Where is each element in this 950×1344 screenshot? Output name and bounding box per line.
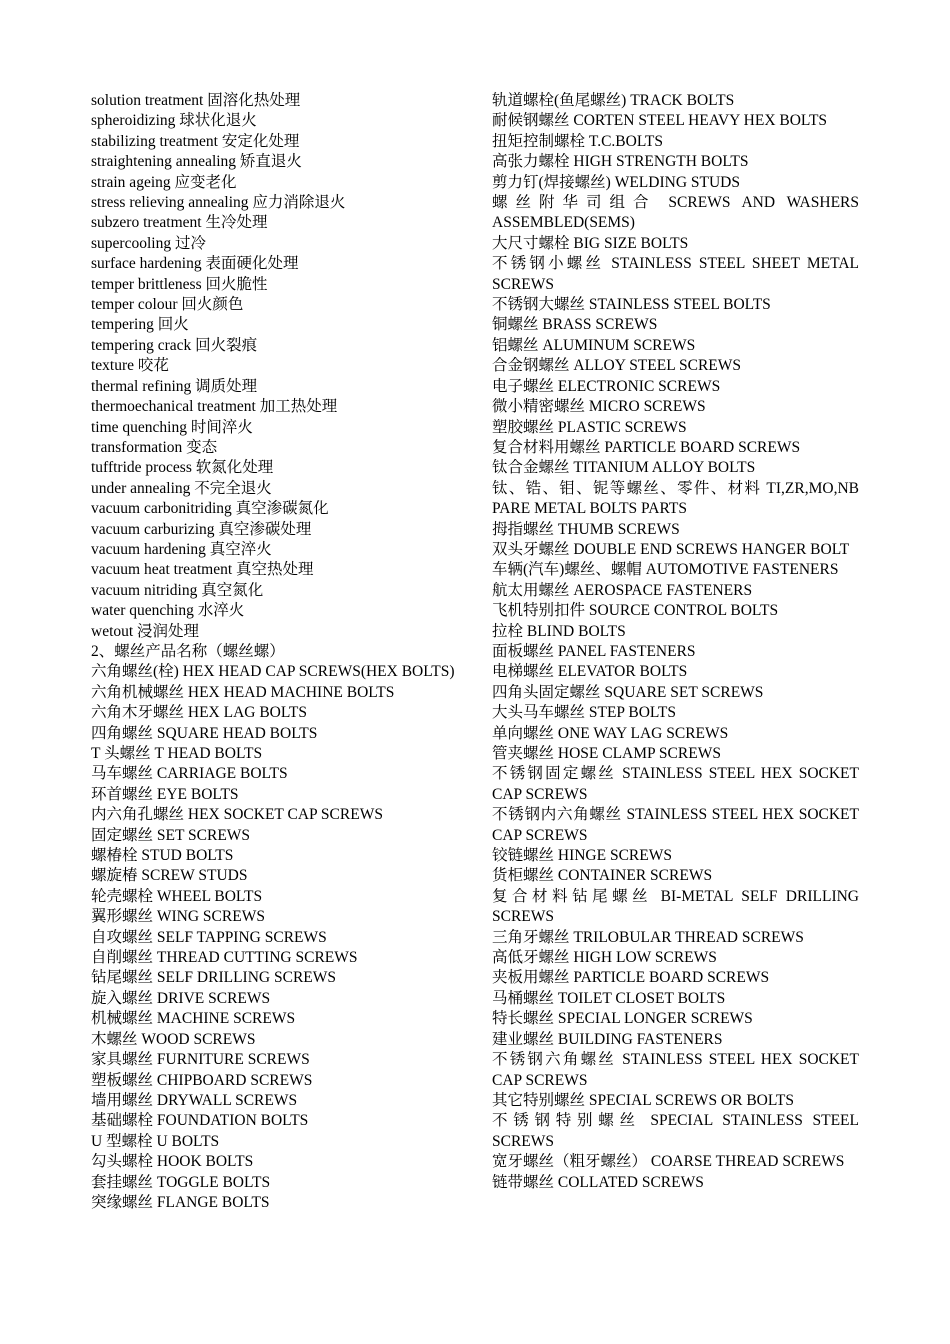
glossary-entry: 突缘螺丝 FLANGE BOLTS: [91, 1193, 270, 1211]
glossary-entry: transformation 变态: [91, 438, 218, 456]
glossary-entry: solution treatment 固溶化热处理: [91, 92, 301, 109]
glossary-entry: 勾头螺栓 HOOK BOLTS: [91, 1153, 254, 1171]
glossary-entry: 四角螺丝 SQUARE HEAD BOLTS: [91, 724, 318, 742]
glossary-entry: 塑板螺丝 CHIPBOARD SCREWS: [91, 1071, 313, 1089]
glossary-entry: 建业螺丝 BUILDING FASTENERS: [492, 1030, 723, 1048]
glossary-entry: 扭矩控制螺栓 T.C.BOLTS: [492, 132, 663, 150]
glossary-entry: 轮壳螺栓 WHEEL BOLTS: [91, 887, 263, 905]
glossary-entry: stress relieving annealing 应力消除退火: [91, 194, 346, 212]
glossary-entry: 拉栓 BLIND BOLTS: [492, 622, 626, 640]
glossary-entry: time quenching 时间淬火: [91, 418, 253, 436]
glossary-entry: 钻尾螺丝 SELF DRILLING SCREWS: [91, 969, 336, 987]
glossary-entry: temper colour 回火颜色: [91, 296, 244, 314]
glossary-entry: tempering 回火: [91, 316, 189, 334]
glossary-entry: 六角机械螺丝 HEX HEAD MACHINE BOLTS: [91, 683, 395, 701]
glossary-entry: 微小精密螺丝 MICRO SCREWS: [492, 398, 706, 416]
glossary-entry: 家具螺丝 FURNITURE SCREWS: [91, 1051, 310, 1069]
glossary-entry: U 型螺栓 U BOLTS: [91, 1132, 220, 1150]
glossary-entry: tempering crack 回火裂痕: [91, 336, 258, 354]
glossary-entry: 其它特别螺丝 SPECIAL SCREWS OR BOLTS: [492, 1091, 795, 1109]
glossary-entry: 飞机特别扣件 SOURCE CONTROL BOLTS: [492, 602, 779, 620]
glossary-entry: 高低牙螺丝 HIGH LOW SCREWS: [492, 949, 717, 967]
glossary-entry: subzero treatment 生冷处理: [91, 214, 268, 232]
glossary-entry: 双头牙螺丝 DOUBLE END SCREWS HANGER BOLT: [492, 540, 850, 558]
glossary-entry: 四角头固定螺丝 SQUARE SET SCREWS: [492, 683, 764, 701]
glossary-entry: 剪力钉(焊接螺丝) WELDING STUDS: [492, 173, 740, 191]
glossary-entry: 墙用螺丝 DRYWALL SCREWS: [91, 1091, 298, 1109]
glossary-entry: 固定螺丝 SET SCREWS: [91, 826, 251, 844]
glossary-entry: 链带螺丝 COLLATED SCREWS: [492, 1173, 704, 1191]
glossary-entry: 钛合金螺丝 TITANIUM ALLOY BOLTS: [492, 459, 756, 477]
glossary-entry: 塑胶螺丝 PLASTIC SCREWS: [492, 418, 687, 436]
glossary-entry: supercooling 过冷: [91, 234, 206, 252]
glossary-entry: 铜螺丝 BRASS SCREWS: [492, 316, 658, 334]
glossary-entry: 机械螺丝 MACHINE SCREWS: [91, 1010, 296, 1028]
glossary-entry: 三角牙螺丝 TRILOBULAR THREAD SCREWS: [492, 928, 804, 946]
glossary-entry: water quenching 水淬火: [91, 602, 245, 620]
glossary-entry: 不锈钢特别螺丝 SPECIAL STAINLESS STEEL SCREWS: [492, 1112, 859, 1150]
glossary-entry: 电梯螺丝 ELEVATOR BOLTS: [492, 663, 688, 681]
glossary-entry: 钛、锆、钼、铌等螺丝、零件、材料 TI,ZR,MO,NB PARE METAL BOLTS PARTS: [492, 479, 859, 518]
right-column: [492, 91, 859, 1193]
glossary-entry: 耐候钢螺丝 CORTEN STEEL HEAVY HEX BOLTS: [492, 112, 828, 130]
glossary-entry: 宽牙螺丝（粗牙螺丝） COARSE THREAD SCREWS: [492, 1153, 845, 1171]
glossary-entry: 合金钢螺丝 ALLOY STEEL SCREWS: [492, 357, 741, 375]
glossary-entry: under annealing 不完全退火: [91, 479, 272, 497]
glossary-entry: 旋入螺丝 DRIVE SCREWS: [91, 989, 271, 1007]
glossary-entry: 环首螺丝 EYE BOLTS: [91, 785, 239, 803]
glossary-entry: 马桶螺丝 TOILET CLOSET BOLTS: [492, 989, 726, 1007]
glossary-entry: 铰链螺丝 HINGE SCREWS: [492, 847, 672, 865]
glossary-entry: 马车螺丝 CARRIAGE BOLTS: [91, 765, 288, 783]
glossary-entry: 大尺寸螺栓 BIG SIZE BOLTS: [492, 234, 689, 252]
glossary-entry: 木螺丝 WOOD SCREWS: [91, 1030, 256, 1048]
glossary-entry: tufftride process 软氮化处理: [91, 459, 274, 477]
glossary-entry: spheroidizing 球状化退火: [91, 112, 257, 130]
glossary-entry: wetout 浸润处理: [91, 622, 200, 640]
glossary-entry: 不锈钢固定螺丝 STAINLESS STEEL HEX SOCKET CAP SCREWS: [492, 765, 859, 803]
glossary-entry: 电子螺丝 ELECTRONIC SCREWS: [492, 377, 721, 395]
glossary-entry: 管夹螺丝 HOSE CLAMP SCREWS: [492, 745, 721, 762]
glossary-entry: vacuum hardening 真空淬火: [91, 540, 272, 558]
glossary-entry: temper brittleness 回火脆性: [91, 275, 268, 293]
glossary-entry: 套挂螺丝 TOGGLE BOLTS: [91, 1173, 271, 1191]
glossary-entry: 不锈钢六角螺丝 STAINLESS STEEL HEX SOCKET CAP SCREWS: [492, 1051, 859, 1089]
glossary-entry: surface hardening 表面硬化处理: [91, 255, 299, 273]
left-column: [91, 91, 459, 1213]
glossary-entry: straightening annealing 矫直退火: [91, 153, 302, 171]
glossary-entry: vacuum carbonitriding 真空渗碳氮化: [91, 500, 329, 518]
glossary-entry: 特长螺丝 SPECIAL LONGER SCREWS: [492, 1010, 753, 1028]
glossary-entry: 六角螺丝(栓) HEX HEAD CAP SCREWS(HEX BOLTS): [91, 663, 455, 681]
glossary-entry: vacuum heat treatment 真空热处理: [91, 561, 314, 579]
glossary-entry: 大头马车螺丝 STEP BOLTS: [492, 704, 677, 722]
glossary-entry: 翼形螺丝 WING SCREWS: [91, 908, 265, 926]
glossary-entry: 不锈钢大螺丝 STAINLESS STEEL BOLTS: [492, 296, 771, 314]
glossary-entry: 不锈钢内六角螺丝 STAINLESS STEEL HEX SOCKET CAP SCREWS: [492, 806, 859, 844]
glossary-entry: 六角木牙螺丝 HEX LAG BOLTS: [91, 704, 308, 722]
glossary-entry: 螺旋椿 SCREW STUDS: [91, 867, 248, 885]
glossary-entry: 螺丝附华司组合 SCREWS AND WASHERS ASSEMBLED(SEMS): [492, 194, 859, 232]
glossary-entry: stabilizing treatment 安定化处理: [91, 132, 300, 150]
glossary-entry: T 头螺丝 T HEAD BOLTS: [91, 745, 263, 762]
glossary-entry: 自攻螺丝 SELF TAPPING SCREWS: [91, 928, 327, 946]
glossary-entry: thermal refining 调质处理: [91, 377, 258, 395]
glossary-entry: vacuum nitriding 真空氮化: [91, 581, 264, 599]
glossary-entry: 复合材料用螺丝 PARTICLE BOARD SCREWS: [492, 438, 801, 456]
glossary-entry: thermoechanical treatment 加工热处理: [91, 398, 338, 416]
glossary-entry: 铝螺丝 ALUMINUM SCREWS: [492, 336, 696, 354]
glossary-entry: 基础螺栓 FOUNDATION BOLTS: [91, 1112, 309, 1130]
glossary-entry: 自削螺丝 THREAD CUTTING SCREWS: [91, 949, 358, 967]
glossary-entry: 拇指螺丝 THUMB SCREWS: [492, 520, 680, 538]
glossary-entry: texture 咬花: [91, 357, 169, 375]
glossary-entry: 内六角孔螺丝 HEX SOCKET CAP SCREWS: [91, 806, 383, 824]
glossary-entry: 高张力螺栓 HIGH STRENGTH BOLTS: [492, 153, 749, 171]
glossary-entry: 轨道螺栓(鱼尾螺丝) TRACK BOLTS: [492, 92, 735, 109]
glossary-entry: 螺椿栓 STUD BOLTS: [91, 847, 234, 865]
glossary-entry: 面板螺丝 PANEL FASTENERS: [492, 642, 696, 660]
glossary-entry: strain ageing 应变老化: [91, 173, 237, 191]
glossary-entry: 2、螺丝产品名称（螺丝螺）: [91, 642, 285, 660]
glossary-entry: vacuum carburizing 真空渗碳处理: [91, 520, 312, 538]
glossary-entry: 单向螺丝 ONE WAY LAG SCREWS: [492, 724, 729, 742]
glossary-entry: 货柜螺丝 CONTAINER SCREWS: [492, 867, 713, 885]
glossary-entry: 车辆(汽车)螺丝、螺帽 AUTOMOTIVE FASTENERS: [492, 561, 839, 579]
glossary-entry: 复合材料钻尾螺丝 BI-METAL SELF DRILLING SCREWS: [492, 887, 859, 926]
glossary-entry: 夹板用螺丝 PARTICLE BOARD SCREWS: [492, 969, 770, 987]
glossary-entry: 不锈钢小螺丝 STAINLESS STEEL SHEET METAL SCREWS: [492, 255, 859, 293]
glossary-entry: 航太用螺丝 AEROSPACE FASTENERS: [492, 581, 753, 599]
